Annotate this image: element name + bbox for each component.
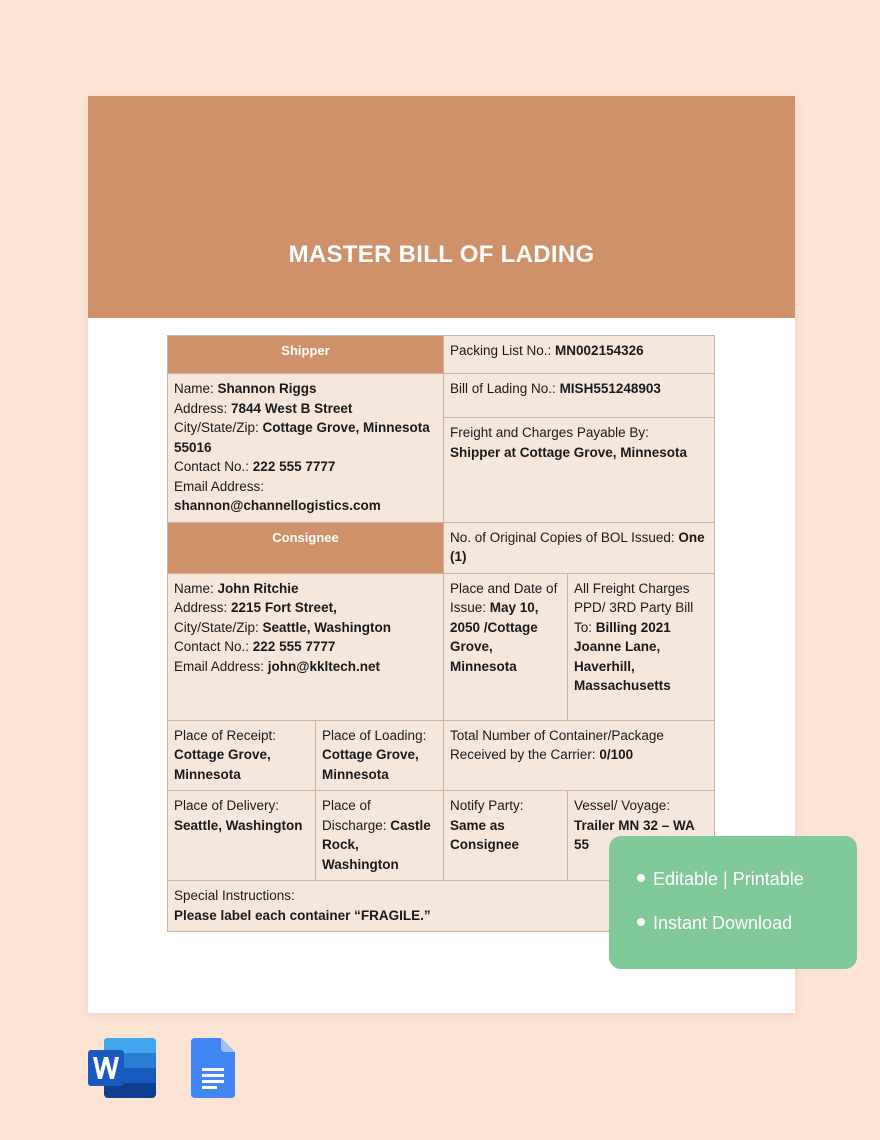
place-delivery-label: Place of Delivery: (174, 798, 280, 813)
place-loading-value: Cottage Grove, Minnesota (322, 747, 419, 782)
packing-list-value: MN002154326 (555, 343, 644, 358)
total-containers-value: 0/100 (599, 747, 634, 762)
microsoft-word-icon[interactable] (88, 1038, 156, 1103)
original-copies-label: No. of Original Copies of BOL Issued: (450, 529, 679, 545)
freight-payable-value: Shipper at Cottage Grove, Minnesota (450, 444, 688, 460)
packing-list-cell (444, 336, 715, 374)
bol-number-cell (444, 374, 715, 418)
total-containers-cell (444, 720, 715, 791)
total-containers-label: Total Number of Container/Package Received by the Carrier: (450, 727, 664, 762)
consignee-details (168, 573, 444, 720)
place-delivery-value: Seattle, Washington (174, 817, 303, 833)
vessel-voyage-label: Vessel/ Voyage: (574, 798, 671, 813)
bullet-icon (637, 918, 645, 926)
all-freight-charges-label: All Freight Charges PPD/ 3RD Party Bill To: (574, 580, 694, 635)
place-loading-cell (316, 720, 444, 791)
consignee-email: john@kkltech.net (267, 658, 380, 674)
consignee-address: 2215 Fort Street, (231, 600, 337, 615)
place-receipt-cell (168, 720, 316, 791)
feature-download-text: Instant Download (653, 913, 793, 933)
bol-number-value: MISH551248903 (559, 381, 661, 396)
shipper-address: 7844 West B Street (231, 400, 353, 416)
freight-payable-label: Freight and Charges Payable By: (450, 425, 649, 441)
place-loading-label: Place of Loading: (322, 727, 427, 743)
bol-number-label: Bill of Lading No.: (450, 381, 560, 396)
vessel-voyage-value: Trailer MN 32 – WA 55 (574, 817, 695, 852)
consignee-name-label: Name: (174, 580, 218, 596)
all-freight-charges-value: Billing 2021 Joanne Lane, Haverhill, Massachusetts (574, 619, 671, 693)
shipper-city-label: City/State/Zip: (174, 420, 263, 435)
place-date-issue-cell (444, 573, 568, 720)
place-receipt-value: Cottage Grove, Minnesota (174, 747, 271, 782)
place-discharge-value: Castle Rock, Washington (322, 817, 431, 872)
place-discharge-label: Place of Discharge: (322, 798, 391, 833)
consignee-contact-label: Contact No.: (174, 639, 253, 654)
place-date-issue-label: Place and Date of Issue: (450, 580, 558, 615)
all-freight-charges-cell (568, 573, 715, 720)
feature-download (637, 913, 792, 934)
consignee-header: Consignee (168, 522, 444, 573)
shipper-email: shannon@channellogistics.com (174, 498, 381, 513)
place-receipt-label: Place of Receipt: (174, 727, 277, 743)
shipper-contact: 222 555 7777 (252, 459, 336, 474)
shipper-name-label: Name: (174, 381, 218, 396)
consignee-city: Seattle, Washington (262, 619, 392, 635)
place-delivery-cell (168, 791, 316, 881)
original-copies-cell (444, 522, 715, 573)
special-instructions-label: Special Instructions: (174, 888, 295, 903)
freight-payable-cell (444, 418, 715, 522)
consignee-name: John Ritchie (217, 580, 299, 596)
google-docs-icon[interactable] (191, 1038, 235, 1103)
packing-list-label: Packing List No.: (450, 343, 556, 358)
original-copies-value: One (1) (450, 529, 705, 564)
document-title: MASTER BILL OF LADING (288, 241, 595, 268)
shipper-city: Cottage Grove, Minnesota 55016 (174, 420, 430, 455)
notify-party-value: Same as Consignee (450, 817, 520, 852)
place-date-issue-value: May 10, 2050 /Cottage Grove, Minnesota (450, 600, 539, 674)
notify-party-cell (444, 791, 568, 881)
shipper-contact-label: Contact No.: (174, 459, 253, 474)
consignee-city-label: City/State/Zip: (174, 619, 263, 635)
shipper-details (168, 374, 444, 523)
consignee-email-label: Email Address: (174, 658, 268, 674)
consignee-contact: 222 555 7777 (252, 639, 336, 654)
shipper-header: Shipper (168, 336, 444, 374)
bullet-icon (637, 874, 645, 882)
features-badge (609, 836, 857, 969)
shipper-email-label: Email Address: (174, 478, 265, 494)
consignee-address-label: Address: (174, 600, 232, 615)
shipper-address-label: Address: (174, 400, 232, 416)
notify-party-label: Notify Party: (450, 798, 524, 813)
feature-editable (637, 869, 804, 890)
place-discharge-cell (316, 791, 444, 881)
feature-editable-text: Editable | Printable (653, 869, 804, 889)
title-banner (88, 96, 795, 318)
shipper-name: Shannon Riggs (217, 381, 317, 396)
special-instructions-value: Please label each container “FRAGILE.” (174, 907, 431, 923)
